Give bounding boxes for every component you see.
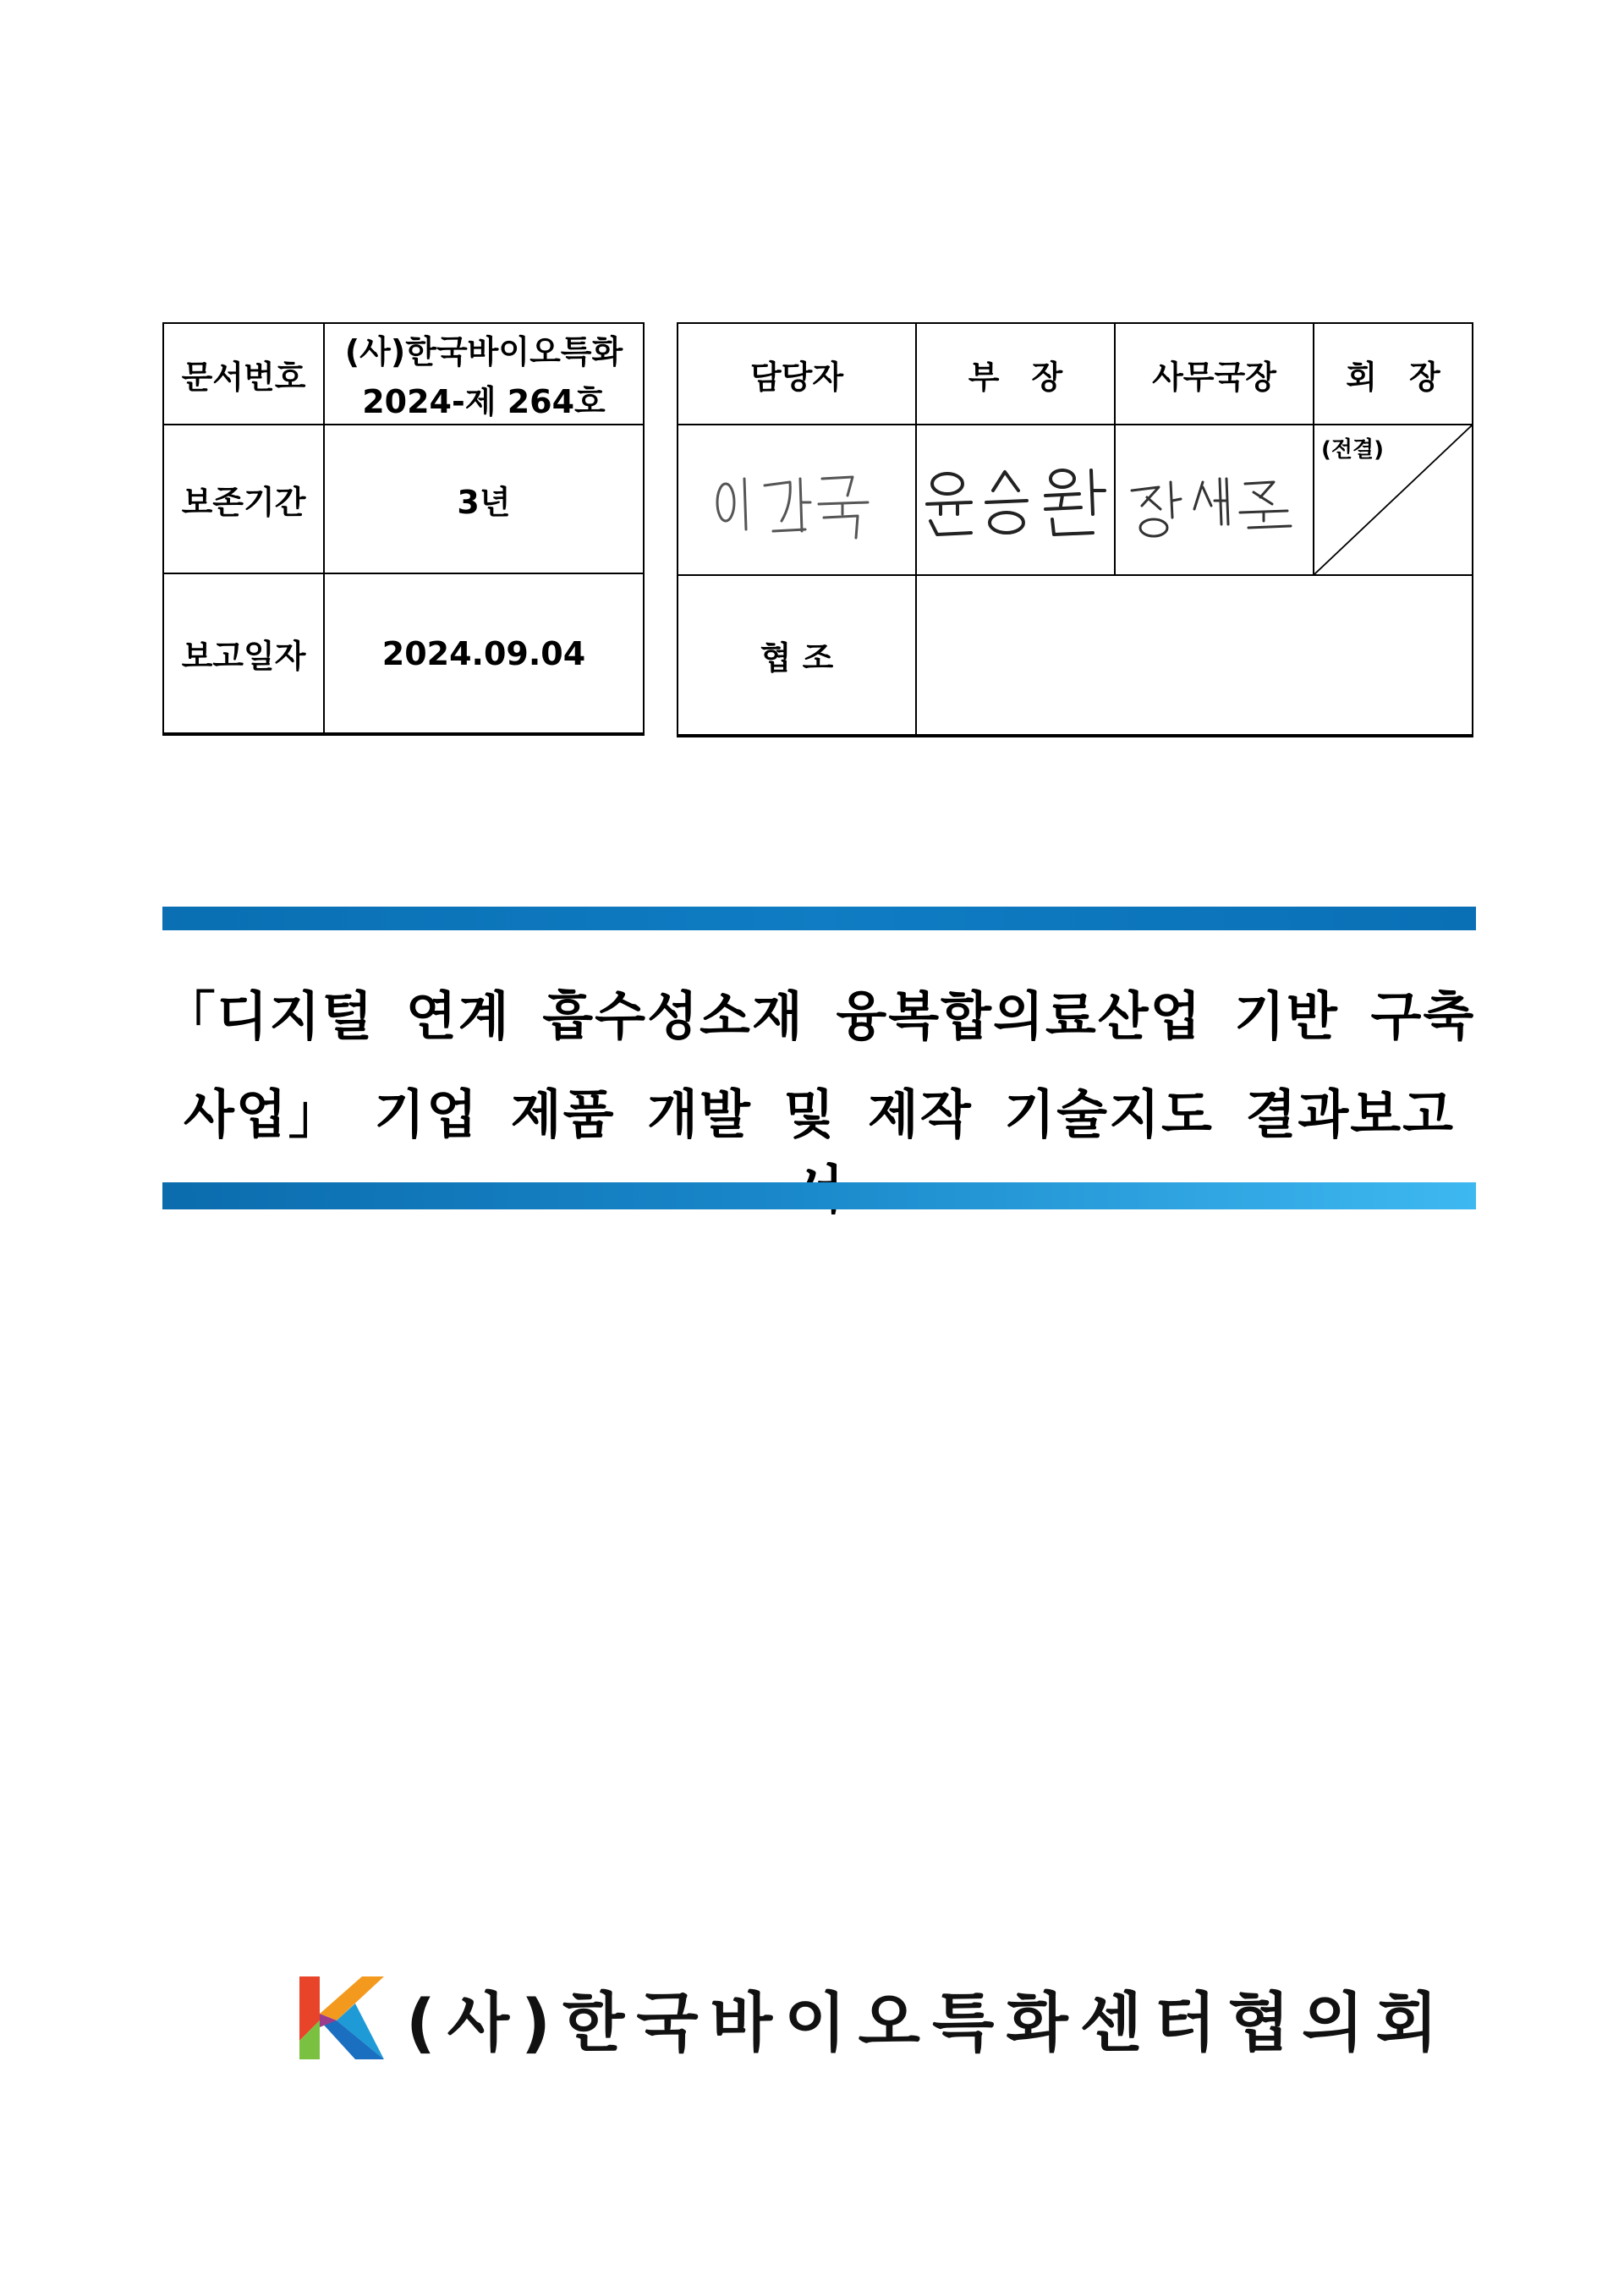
doc-number-line1: (사)한국바이오특화 [344, 333, 623, 370]
delegated-approval-note: (전결) [1321, 437, 1384, 463]
signature-image-manager [919, 453, 1113, 546]
organization-name: (사)한국바이오특화센터협의회 [406, 1984, 1450, 2060]
retention-value: 3년 [324, 425, 644, 573]
title-bottom-bar [162, 1182, 1476, 1209]
organization-footer [296, 1971, 1450, 2064]
signature-chairman [1314, 425, 1473, 575]
organization-logo-icon [296, 1971, 389, 2063]
retention-label: 보존기간 [163, 425, 324, 573]
report-date-value: 2024.09.04 [324, 573, 644, 734]
doc-number-label: 문서번호 [163, 323, 324, 425]
report-title-line2: 사업」 기업 제품 개발 및 제작 기술지도 결과보고 [183, 1083, 1456, 1145]
title-top-bar [162, 907, 1476, 930]
signature-image-staff [704, 453, 890, 546]
report-title-line1: 「디지털 연계 흡수성소재 융복합의료산업 기반 구축 [162, 985, 1476, 1047]
report-date-label: 보고일자 [163, 573, 324, 734]
signature-secretary-general [1115, 425, 1314, 575]
header-manager: 부 장 [916, 323, 1115, 425]
doc-number-value [324, 323, 644, 425]
cooperation-box [916, 575, 1473, 736]
doc-number-line2: 2024-제 264호 [362, 383, 606, 420]
header-secretary-general: 사무국장 [1115, 323, 1314, 425]
signature-image-secretary-general [1122, 453, 1308, 546]
approval-table [677, 322, 1473, 737]
cooperation-label: 협 조 [678, 575, 916, 736]
header-staff: 담당자 [678, 323, 916, 425]
signature-manager [916, 425, 1115, 575]
document-info-table [162, 322, 645, 736]
header-chairman: 회 장 [1314, 323, 1473, 425]
signature-staff [678, 425, 916, 575]
